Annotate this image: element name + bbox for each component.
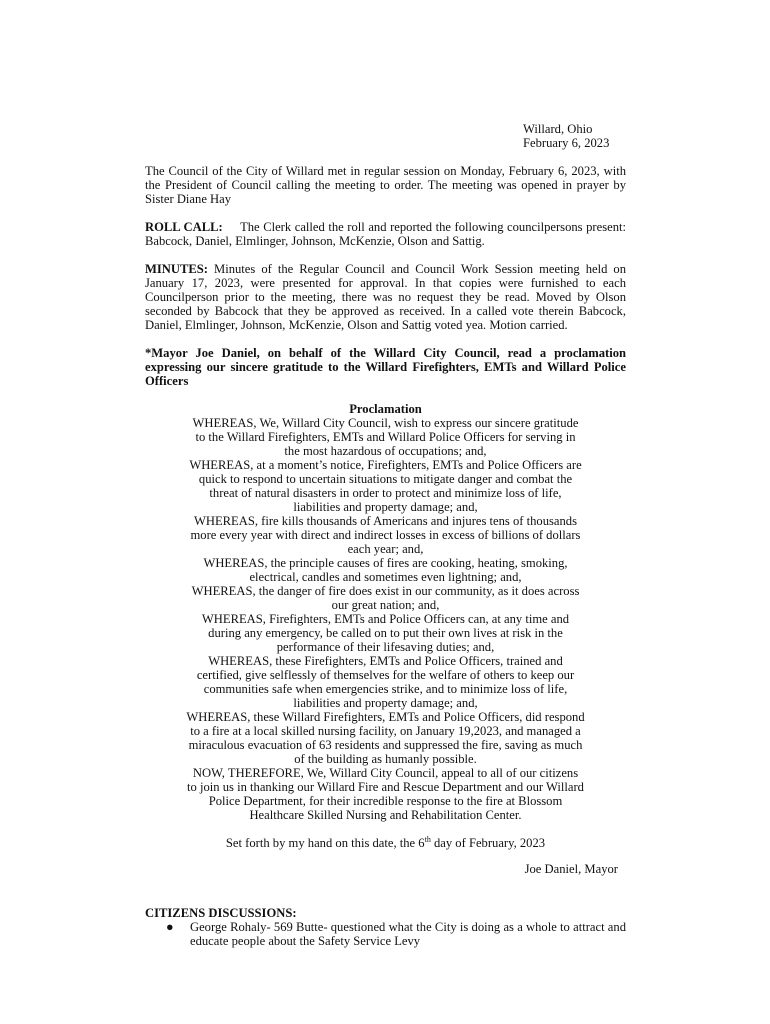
- proclamation-line: WHEREAS, We, Willard City Council, wish to express our sincere gratitude: [192, 416, 579, 430]
- proclamation-line: threat of natural disasters in order to protect and minimize loss of life,: [209, 486, 562, 500]
- citizens-list: [145, 920, 626, 948]
- mayor-item-heading: [145, 346, 626, 388]
- proclamation-block: [145, 402, 626, 850]
- proclamation-line: more every year with direct and indirect losses in excess of billions of dollars: [190, 528, 581, 542]
- proclamation-line: to a fire at a local skilled nursing facility, on January 19,2023, and managed a: [190, 724, 581, 738]
- proclamation-line: communities safe when emergencies strike, and to minimize loss of life,: [203, 682, 568, 696]
- proclamation-line: WHEREAS, the principle causes of fires are cooking, heating, smoking,: [203, 556, 568, 570]
- proclamation-line: to the Willard Firefighters, EMTs and Willard Police Officers for serving in: [195, 430, 576, 444]
- proclamation-line: NOW, THEREFORE, We, Willard City Council, appeal to all of our citizens: [192, 766, 579, 780]
- roll-call-label: ROLL CALL:: [145, 220, 223, 234]
- proclamation-line: our great nation; and,: [331, 598, 440, 612]
- intro-paragraph: The Council of the City of Willard met in regular session on Monday, February 6, 2023, with the President of Council calling the meeting to order. The meeting was opened in prayer by Sister Diane Hay: [145, 164, 626, 206]
- proclamation-line: to join us in thanking our Willard Fire and Rescue Department and our Willard: [187, 780, 584, 794]
- proclamation-line: miraculous evacuation of 63 residents and suppressed the fire, saving as much: [188, 738, 583, 752]
- minutes-text: Minutes of the Regular Council and Council Work Session meeting held on January 17, 2023, were presented for approval. In that copies were furnished to each Councilperson prior to the meeting, there was no request they be read. Moved by Olson seconded by Babcock that they be approved as received. In a called vote therein Babcock, Daniel, Elmlinger, Johnson, McKenzie, Olson and Sattig voted yea. Motion carried.: [145, 262, 626, 332]
- bullet-icon: ●: [166, 920, 174, 934]
- proclamation-line: each year; and,: [347, 542, 424, 556]
- mayor-item-text: *Mayor Joe Daniel, on behalf of the Willard City Council, read a proclamation expressing our sincere gratitude to the Willard Firefighters, EMTs and Willard Police Officers: [145, 346, 626, 388]
- proclamation-line: WHEREAS, these Willard Firefighters, EMTs and Police Officers, did respond: [186, 710, 585, 724]
- proclamation-line: Police Department, for their incredible response to the fire at Blossom: [208, 794, 563, 808]
- proclamation-line: the most hazardous of occupations; and,: [284, 444, 487, 458]
- proclamation-line: during any emergency, be called on to put their own lives at risk in the: [208, 626, 563, 640]
- proclamation-line: WHEREAS, at a moment’s notice, Firefighters, EMTs and Police Officers are: [189, 458, 582, 472]
- proclamation-line: WHEREAS, the danger of fire does exist in our community, as it does across: [191, 584, 580, 598]
- proclamation-line: electrical, candles and sometimes even lightning; and,: [249, 570, 522, 584]
- roll-call-paragraph: [145, 220, 626, 248]
- proclamation-line: certified, give selflessly of themselves for the welfare of others to keep our: [196, 668, 575, 682]
- proclamation-line: liabilities and property damage; and,: [293, 696, 478, 710]
- proclamation-line: WHEREAS, these Firefighters, EMTs and Police Officers, trained and: [208, 654, 563, 668]
- proclamation-line: performance of their lifesaving duties; and,: [276, 640, 495, 654]
- list-item: [145, 920, 626, 948]
- proclamation-line: quick to respond to uncertain situations to mitigate danger and combat the: [198, 472, 573, 486]
- document-page: [145, 122, 626, 948]
- proclamation-line: liabilities and property damage; and,: [293, 500, 478, 514]
- proclamation-line: of the building as humanly possible.: [294, 752, 477, 766]
- proclamation-body: [145, 416, 626, 822]
- proclamation-line: WHEREAS, fire kills thousands of Americans and injures tens of thousands: [193, 514, 577, 528]
- proclamation-line: Healthcare Skilled Nursing and Rehabilitation Center.: [249, 808, 522, 822]
- proclamation-title: Proclamation: [349, 402, 422, 416]
- proclamation-line: WHEREAS, Firefighters, EMTs and Police Officers can, at any time and: [201, 612, 570, 626]
- header-date: February 6, 2023: [523, 136, 610, 150]
- minutes-paragraph: [145, 262, 626, 332]
- citizens-discussions-heading: CITIZENS DISCUSSIONS:: [145, 906, 297, 920]
- set-forth-line: Set forth by my hand on this date, the 6th day of February, 2023: [225, 834, 546, 850]
- header-location: Willard, Ohio: [523, 122, 593, 136]
- mayor-signature: Joe Daniel, Mayor: [524, 862, 618, 876]
- minutes-label: MINUTES:: [145, 262, 208, 276]
- list-item-text: George Rohaly- 569 Butte- questioned what the City is doing as a whole to attract and educate people about the Safety Service Levy: [190, 920, 626, 948]
- header-block: [523, 122, 626, 150]
- roll-call-text: The Clerk called the roll and reported the following councilpersons present: Babcock, Daniel, Elmlinger, Johnson, McKenzie, Olson and Sattig.: [145, 220, 627, 248]
